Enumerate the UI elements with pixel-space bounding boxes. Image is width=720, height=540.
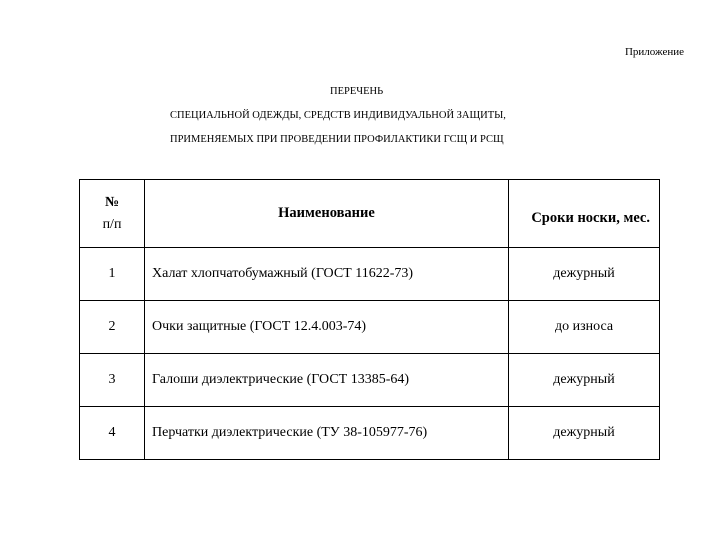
row-name: Галоши диэлектрические (ГОСТ 13385-64) — [145, 354, 509, 407]
table-row — [80, 301, 660, 354]
row-term: дежурный — [509, 407, 660, 460]
number-sub-label: п/п — [102, 216, 122, 232]
row-name: Халат хлопчатобумажный (ГОСТ 11622-73) — [145, 248, 509, 301]
row-number: 2 — [80, 301, 145, 354]
title-line-2: СПЕЦИАЛЬНОЙ ОДЕЖДЫ, СРЕДСТВ ИНДИВИДУАЛЬНОЙ ЗАЩИТЫ, — [170, 110, 506, 121]
row-term: до износа — [509, 301, 660, 354]
equipment-table — [79, 179, 660, 460]
row-number: 1 — [80, 248, 145, 301]
title-line-1: ПЕРЕЧЕНЬ — [330, 86, 384, 97]
table-row — [80, 407, 660, 460]
number-symbol: № — [104, 194, 120, 210]
table-header-row — [80, 180, 660, 248]
row-number: 4 — [80, 407, 145, 460]
row-term: дежурный — [509, 354, 660, 407]
table-row — [80, 354, 660, 407]
row-name: Очки защитные (ГОСТ 12.4.003-74) — [145, 301, 509, 354]
table-row — [80, 248, 660, 301]
row-name: Перчатки диэлектрические (ТУ 38-105977-76) — [145, 407, 509, 460]
column-header-term: Сроки носки, мес. — [509, 180, 660, 248]
appendix-label: Приложение — [624, 46, 684, 58]
row-term: дежурный — [509, 248, 660, 301]
column-header-name: Наименование — [145, 180, 509, 248]
title-line-3: ПРИМЕНЯЕМЫХ ПРИ ПРОВЕДЕНИИ ПРОФИЛАКТИКИ ГСЩ И РСЩ — [170, 134, 504, 145]
row-number: 3 — [80, 354, 145, 407]
column-header-number — [80, 180, 145, 248]
